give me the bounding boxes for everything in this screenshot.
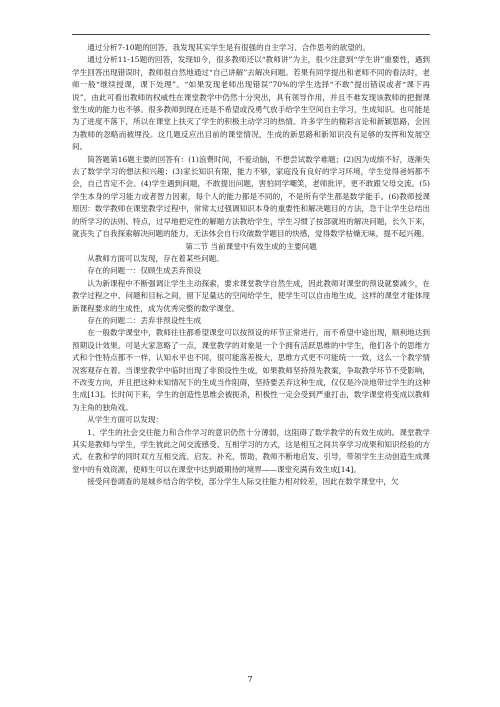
paragraph: 通过分析7-10题的回答，我发现其实学生是有很强的自主学习、合作思考的欲望的。 bbox=[87, 43, 371, 52]
paragraph: 从教师方面可以发现，存在着某些问题。 bbox=[87, 253, 224, 263]
subheading: 存在的问题二：丢弃非预设性生成 bbox=[87, 315, 202, 325]
paragraph: 1、学生的社会交往能力和合作学习的意识仍然十分薄弱，这阻碍了数学教学的有效生成的。课堂教学其实是教师与学生，学生彼此之间交流感受、互相学习的方式，这是相互之间共享学习成果和知识经验的方式。在教和学的同时双方互相交流、启发、补充、帮助，教师不断地启发、引导，带领学生主动创造生成课堂中的有效资源，使师生可以在课堂中达到最期待的境界——课堂充满有效生成[14]。 bbox=[72, 427, 430, 474]
header-rule bbox=[72, 34, 430, 35]
section-heading: 第二节 当前课堂中有效生成的主要问题 bbox=[185, 241, 317, 251]
page-number: 7 bbox=[247, 675, 253, 684]
paragraph: 简答题第16题主要的回答有：(1)浪费时间，不爱动脑，不想尝试数学难题；(2)因为成绩不好，逐渐失去了数学学习的想法和兴趣；(3)家长知识有限，能力不够，家庭没有良好的学习环境，学生觉得爸妈都不会，自己肯定不会。(4)学生遇到问题，不敢提出问题，害怕同学嘲笑，老师批评，更不敢跟父母交流。(5)学生本身的学习能力或者智力因素，每个人的能力都是不同的，不是所有学生都是数学能手。(6)教师授课原因：数学教师在课堂教学过程中，常常太过强调知识本身的重要性和解决题目的方法，急于让学生总结出的所学习的法则、特点，过早地把定性的解题方法教给学生，学生习惯了按部就班的解决问题，长久下来，就丧失了自我探索解决问题的能力，无法体会自行攻破数学题目的快感，觉得数学枯燥无味，提不起兴趣。 bbox=[72, 154, 430, 239]
paragraph: 从学生方面可以发现： bbox=[87, 415, 164, 425]
subheading: 存在的问题一：仅顾生成丢弃预设 bbox=[87, 266, 202, 276]
body-text bbox=[72, 42, 430, 489]
paragraph: 在一般数学课堂中，教师往往都希望课堂可以按预设的环节正常进行，而不希望中途出现，顺利地达到预期设计效果。可是大家忽略了一点，课堂教学的对象是一个个拥有活跃思维的中学生，他们各个的思维方式和个性特点都不一样，认知水平也不同，很可能落差极大，思维方式更不可能统一一致，这么一个教学情况客观存在着。当课堂教学中临时出现了非预设性生成，如果教师坚持预先教案，争取教学环节不受影响，不改变方向，并且把这种未知情况下的生成当作阻碍，坚持要丢弃这种生成，仅仅是冷淡地带过学生的这种生成[13]。长时间下来，学生的创造性思维会被扼杀，积极性一定会受到严重打击，数学课堂将变成以教师为主角的独角戏。 bbox=[72, 328, 430, 412]
paragraph: 认为新课程中不断强调让学生主动探索，要求课堂教学自然生成，因此教师对课堂的预设就要减少，在教学过程之中、问题和目标之间，留下足量达的空间给学生，使学生可以自由地生成，这样的课堂才能体现新课程要求的生成性，成为优秀完整的数学课堂。 bbox=[72, 278, 430, 313]
paragraph: 接受问卷调查的是城乡结合的学校，部分学生人际交往能力相对较差，因此在数学课堂中，欠 bbox=[87, 477, 399, 487]
paragraph: 通过分析11-15题的回答，发现如今，很多教师还以“教师讲”为主，很少注意到“学生讲”重要性，遇到学生回答出现错误时，教师很自然地通过“自己讲解”去解决问题。若果有同学提出和老师不同的看法时，老师一般“继续授课，课下处理”。“如果发现老师出现错误”70%的学生选择“不敢”提出错误或者“课下再说”。由此可看出教师的权威性在课堂教学中仍然十分突出，具有领导作用，并且不难发现该教师的把握课堂生成的能力也不够。很多教师到现在还是不希望或没勇气放手给学生空间自主学习，生成知识。也可能是为了进度不落下，所以在课堂上扶灭了学生的积极主动学习的热情。许多学生的精彩言论和新颖思路，会因为教师的忽略而被埋没。这几题反应出目前的课堂情况，生成的新思路和新知识没有足够的发挥和发展空间。 bbox=[72, 55, 430, 152]
